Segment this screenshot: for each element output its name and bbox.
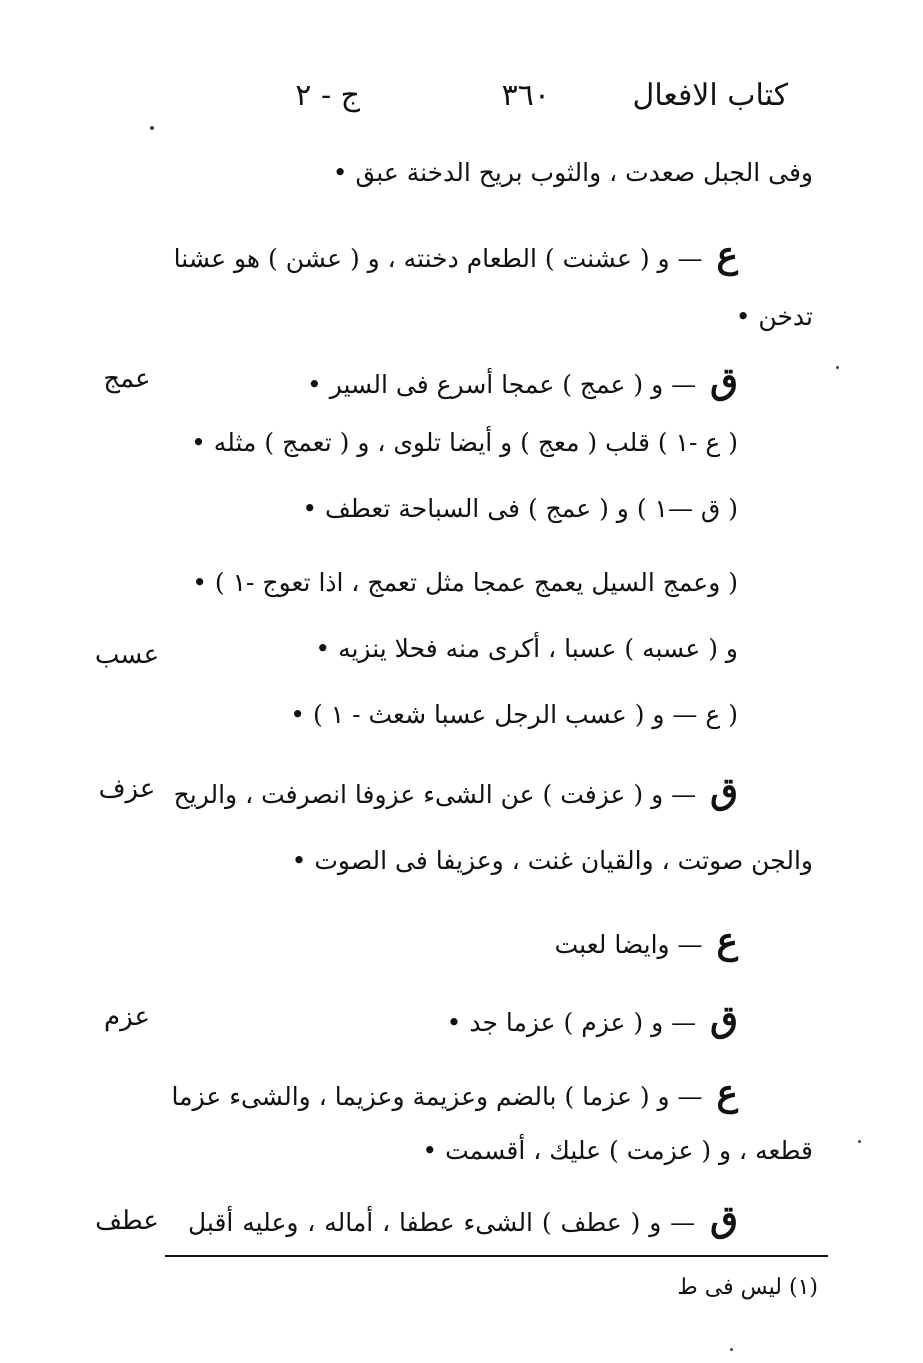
page-header [200, 78, 800, 128]
entry-marker: ع [716, 234, 738, 276]
text-line [188, 568, 738, 597]
footnote: (١) ليس فى ط [677, 1275, 818, 1300]
text-line [188, 846, 813, 875]
line-text: ( ق —١ ) و ( عمج ) فى السباحة تعطف • [302, 494, 738, 523]
text-line [188, 1136, 813, 1165]
text-line [188, 1198, 738, 1240]
text-line [188, 700, 738, 729]
entry-marker: ع [716, 920, 738, 962]
text-line [188, 998, 738, 1040]
entry-marker: ق [710, 1198, 738, 1240]
line-text: — وايضا لعبت [554, 930, 703, 959]
book-title: كتاب الافعال [632, 78, 788, 113]
margin-keyword: عزف [98, 774, 156, 804]
line-text: — و ( عزفت ) عن الشىء عزوفا انصرفت ، والريح [173, 780, 697, 809]
text-line [188, 920, 738, 962]
line-text: — و ( عزما ) بالضم وعزيمة وعزيما ، والشىء عزما [171, 1082, 703, 1111]
entry-marker: ق [710, 770, 738, 812]
scan-speck [730, 1348, 733, 1351]
line-text: و ( عسبه ) عسبا ، أكرى منه فحلا ينزيه • [315, 634, 738, 663]
text-line [188, 428, 738, 457]
entry-marker: ق [710, 360, 738, 402]
entry-marker: ق [710, 998, 738, 1040]
margin-keyword: عطف [95, 1206, 159, 1236]
text-line [188, 302, 813, 331]
footnote-rule [165, 1255, 828, 1257]
margin-keyword: عمج [103, 364, 151, 394]
line-text: ( ع — و ( عسب الرجل عسبا شعث - ١ ) • [290, 700, 738, 729]
text-line [188, 494, 738, 523]
line-text: تدخن • [735, 302, 813, 331]
line-text: والجن صوتت ، والقيان غنت ، وعزيفا فى الصوت • [291, 846, 813, 875]
line-text: — و ( عطف ) الشىء عطفا ، أماله ، وعليه أقبل [188, 1208, 696, 1237]
margin-keyword: عسب [94, 640, 160, 670]
line-text: ( وعمج السيل يعمج عمجا مثل تعمج ، اذا تعوج -١ ) • [192, 568, 738, 597]
text-line [188, 634, 738, 663]
line-text: وفى الجبل صعدت ، والثوب بريح الدخنة عبق • [332, 158, 813, 187]
line-text: — و ( عشنت ) الطعام دخنته ، و ( عشن ) هو عشنا [173, 244, 703, 273]
scan-speck [836, 366, 839, 369]
text-line [188, 158, 813, 187]
text-line [173, 770, 738, 812]
volume-label: ج - ٢ [295, 78, 360, 113]
scan-speck [858, 1140, 861, 1143]
margin-keyword: عزم [104, 1002, 150, 1032]
line-text: — و ( عزم ) عزما جد • [446, 1008, 697, 1037]
line-text: — و ( عمج ) عمجا أسرع فى السير • [307, 370, 697, 399]
scan-speck [150, 126, 154, 130]
page-number: ٣٦٠ [501, 78, 550, 113]
text-line [173, 234, 738, 276]
text-line [171, 1072, 738, 1114]
text-line [188, 360, 738, 402]
entry-marker: ع [716, 1072, 738, 1114]
line-text: ( ع -١ ) قلب ( معج ) و أيضا تلوى ، و ( تعمج ) مثله • [191, 428, 738, 457]
line-text: قطعه ، و ( عزمت ) عليك ، أقسمت • [422, 1136, 813, 1165]
